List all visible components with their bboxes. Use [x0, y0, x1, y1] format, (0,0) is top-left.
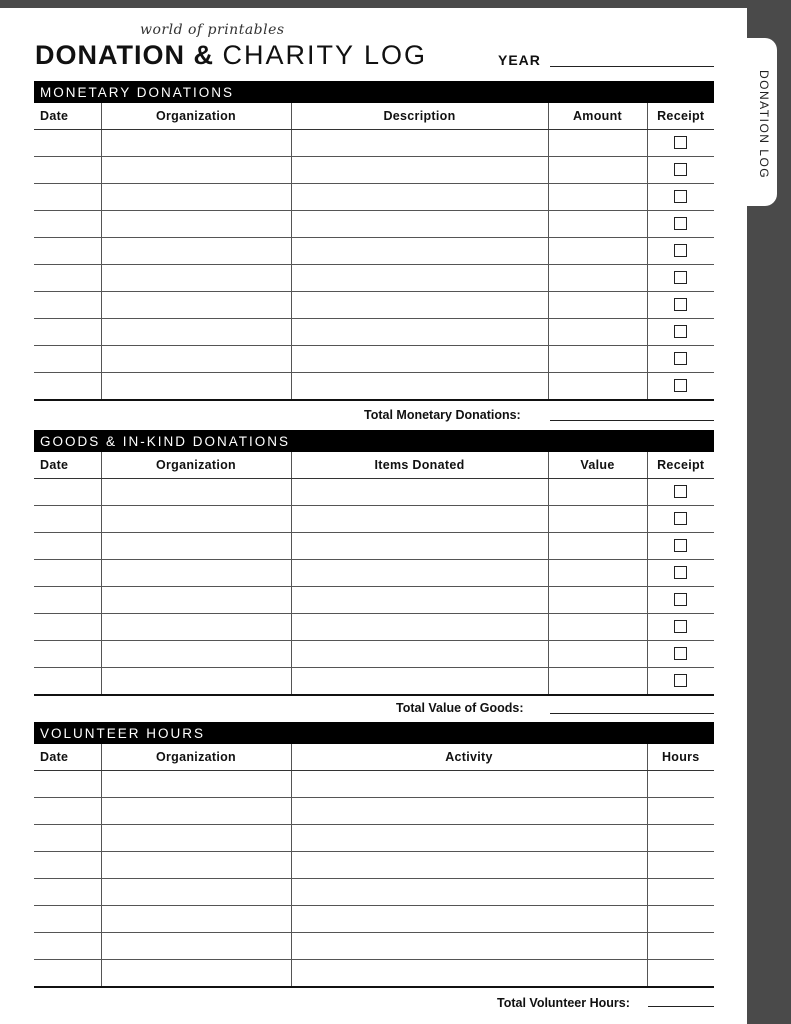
table-row: [34, 346, 714, 373]
table-cell[interactable]: [548, 373, 647, 401]
table-cell[interactable]: [34, 346, 101, 373]
table-cell[interactable]: [291, 560, 548, 587]
table-cell[interactable]: [101, 933, 291, 960]
table-cell[interactable]: [34, 479, 101, 506]
receipt-checkbox[interactable]: [674, 217, 687, 230]
column-header: Value: [548, 452, 647, 479]
table-cell[interactable]: [548, 238, 647, 265]
table-cell[interactable]: [291, 319, 548, 346]
table-row: [34, 184, 714, 211]
table-cell[interactable]: [548, 587, 647, 614]
table-cell[interactable]: [34, 906, 101, 933]
column-header: Date: [34, 744, 101, 771]
table-cell[interactable]: [34, 319, 101, 346]
table-row: [34, 292, 714, 319]
column-header: Items Donated: [291, 452, 548, 479]
receipt-checkbox[interactable]: [674, 190, 687, 203]
table-cell[interactable]: [647, 587, 714, 614]
table-cell[interactable]: [101, 479, 291, 506]
table-cell[interactable]: [291, 825, 647, 852]
table-cell[interactable]: [548, 157, 647, 184]
table-cell[interactable]: [291, 641, 548, 668]
table-cell[interactable]: [291, 798, 647, 825]
top-border: [0, 0, 791, 8]
column-header: Description: [291, 103, 548, 130]
table-cell[interactable]: [34, 265, 101, 292]
table-cell[interactable]: [34, 292, 101, 319]
table-cell[interactable]: [101, 668, 291, 696]
table-cell[interactable]: [101, 641, 291, 668]
table-cell[interactable]: [548, 319, 647, 346]
column-header: Organization: [101, 103, 291, 130]
table-cell[interactable]: [291, 879, 647, 906]
table-cell[interactable]: [647, 668, 714, 696]
table-row: [34, 319, 714, 346]
table-cell[interactable]: [101, 373, 291, 401]
receipt-checkbox[interactable]: [674, 485, 687, 498]
column-header: Organization: [101, 744, 291, 771]
column-header: Date: [34, 103, 101, 130]
table-cell[interactable]: [647, 614, 714, 641]
year-label: YEAR: [498, 52, 541, 68]
table-cell[interactable]: [291, 587, 548, 614]
table-row: [34, 533, 714, 560]
page-title: [35, 40, 427, 71]
table-cell[interactable]: [647, 560, 714, 587]
table-row: [34, 157, 714, 184]
table-row: [34, 506, 714, 533]
table-cell[interactable]: [34, 641, 101, 668]
receipt-checkbox[interactable]: [674, 163, 687, 176]
table-cell[interactable]: [647, 184, 714, 211]
receipt-checkbox[interactable]: [674, 512, 687, 525]
title-light: CHARITY LOG: [222, 40, 428, 70]
table-cell[interactable]: [101, 319, 291, 346]
table-row: [34, 771, 714, 798]
table-cell[interactable]: [647, 157, 714, 184]
table-cell[interactable]: [101, 211, 291, 238]
goods-header: GOODS & IN-KIND DONATIONS: [34, 430, 714, 452]
monetary-section: [34, 81, 714, 401]
table-row: [34, 641, 714, 668]
receipt-checkbox[interactable]: [674, 593, 687, 606]
table-cell[interactable]: [34, 533, 101, 560]
table-cell[interactable]: [34, 157, 101, 184]
monetary-total-field[interactable]: [550, 420, 714, 421]
table-cell[interactable]: [647, 238, 714, 265]
table-cell[interactable]: [548, 184, 647, 211]
table-cell[interactable]: [34, 960, 101, 988]
receipt-checkbox[interactable]: [674, 674, 687, 687]
table-cell[interactable]: [34, 879, 101, 906]
table-cell[interactable]: [548, 346, 647, 373]
monetary-total-label: Total Monetary Donations:: [364, 408, 521, 422]
table-cell[interactable]: [647, 933, 714, 960]
table-cell[interactable]: [548, 479, 647, 506]
table-cell[interactable]: [647, 211, 714, 238]
table-cell[interactable]: [647, 346, 714, 373]
table-cell[interactable]: [548, 668, 647, 696]
table-row: [34, 906, 714, 933]
table-cell[interactable]: [101, 238, 291, 265]
volunteer-total-field[interactable]: [648, 1006, 714, 1007]
table-cell[interactable]: [647, 852, 714, 879]
table-cell[interactable]: [291, 184, 548, 211]
table-row: [34, 933, 714, 960]
receipt-checkbox[interactable]: [674, 136, 687, 149]
table-cell[interactable]: [291, 771, 647, 798]
volunteer-section: [34, 722, 714, 988]
table-cell[interactable]: [548, 506, 647, 533]
table-cell[interactable]: [101, 825, 291, 852]
receipt-checkbox[interactable]: [674, 244, 687, 257]
table-cell[interactable]: [34, 211, 101, 238]
table-cell[interactable]: [647, 373, 714, 401]
table-cell[interactable]: [647, 292, 714, 319]
column-header: Hours: [647, 744, 714, 771]
table-cell[interactable]: [548, 292, 647, 319]
table-cell[interactable]: [34, 587, 101, 614]
table-cell[interactable]: [101, 130, 291, 157]
column-header: Receipt: [647, 103, 714, 130]
table-row: [34, 479, 714, 506]
title-bold: DONATION &: [35, 40, 214, 70]
monetary-table: [34, 103, 714, 401]
table-cell[interactable]: [34, 852, 101, 879]
table-cell[interactable]: [291, 960, 647, 988]
table-row: [34, 798, 714, 825]
table-cell[interactable]: [647, 798, 714, 825]
brand-script: world of printables: [140, 22, 285, 38]
table-row: [34, 560, 714, 587]
table-cell[interactable]: [34, 238, 101, 265]
volunteer-total-label: Total Volunteer Hours:: [497, 996, 630, 1010]
table-cell[interactable]: [291, 238, 548, 265]
table-cell[interactable]: [101, 506, 291, 533]
monetary-header: MONETARY DONATIONS: [34, 81, 714, 103]
table-cell[interactable]: [647, 479, 714, 506]
table-cell[interactable]: [291, 265, 548, 292]
table-cell[interactable]: [291, 614, 548, 641]
table-cell[interactable]: [101, 771, 291, 798]
table-cell[interactable]: [647, 906, 714, 933]
table-cell[interactable]: [34, 798, 101, 825]
table-cell[interactable]: [291, 292, 548, 319]
table-cell[interactable]: [291, 533, 548, 560]
table-cell[interactable]: [548, 641, 647, 668]
table-cell[interactable]: [34, 614, 101, 641]
table-cell[interactable]: [101, 346, 291, 373]
table-cell[interactable]: [101, 292, 291, 319]
volunteer-table: [34, 744, 714, 988]
table-cell[interactable]: [101, 906, 291, 933]
table-cell[interactable]: [548, 211, 647, 238]
table-cell[interactable]: [291, 933, 647, 960]
receipt-checkbox[interactable]: [674, 539, 687, 552]
receipt-checkbox[interactable]: [674, 620, 687, 633]
table-cell[interactable]: [291, 346, 548, 373]
table-cell[interactable]: [291, 130, 548, 157]
table-cell[interactable]: [34, 373, 101, 401]
table-cell[interactable]: [291, 157, 548, 184]
table-row: [34, 852, 714, 879]
table-row: [34, 825, 714, 852]
receipt-checkbox[interactable]: [674, 352, 687, 365]
table-cell[interactable]: [34, 933, 101, 960]
table-row: [34, 265, 714, 292]
table-cell[interactable]: [101, 587, 291, 614]
table-cell[interactable]: [647, 265, 714, 292]
table-cell[interactable]: [548, 130, 647, 157]
table-cell[interactable]: [647, 319, 714, 346]
column-header: Amount: [548, 103, 647, 130]
column-header: Date: [34, 452, 101, 479]
goods-table: [34, 452, 714, 696]
table-cell[interactable]: [34, 184, 101, 211]
volunteer-header: VOLUNTEER HOURS: [34, 722, 714, 744]
table-cell[interactable]: [548, 533, 647, 560]
table-row: [34, 130, 714, 157]
year-field[interactable]: [550, 66, 714, 67]
table-cell[interactable]: [647, 533, 714, 560]
table-cell[interactable]: [548, 265, 647, 292]
table-cell[interactable]: [548, 614, 647, 641]
table-row: [34, 879, 714, 906]
table-cell[interactable]: [34, 771, 101, 798]
receipt-checkbox[interactable]: [674, 271, 687, 284]
goods-total-field[interactable]: [550, 713, 714, 714]
table-cell[interactable]: [647, 506, 714, 533]
table-row: [34, 211, 714, 238]
receipt-checkbox[interactable]: [674, 379, 687, 392]
receipt-checkbox[interactable]: [674, 647, 687, 660]
table-cell[interactable]: [101, 533, 291, 560]
goods-total-label: Total Value of Goods:: [396, 701, 524, 715]
table-cell[interactable]: [34, 825, 101, 852]
table-row: [34, 238, 714, 265]
table-cell[interactable]: [34, 130, 101, 157]
table-row: [34, 373, 714, 401]
table-cell[interactable]: [101, 614, 291, 641]
table-row: [34, 668, 714, 696]
table-cell[interactable]: [647, 641, 714, 668]
table-cell[interactable]: [647, 825, 714, 852]
table-cell[interactable]: [101, 798, 291, 825]
column-header: Activity: [291, 744, 647, 771]
table-cell[interactable]: [291, 668, 548, 696]
column-header: Organization: [101, 452, 291, 479]
table-row: [34, 960, 714, 988]
goods-section: [34, 430, 714, 696]
receipt-checkbox[interactable]: [674, 566, 687, 579]
receipt-checkbox[interactable]: [674, 298, 687, 311]
table-cell[interactable]: [647, 879, 714, 906]
table-cell[interactable]: [101, 879, 291, 906]
table-cell[interactable]: [291, 506, 548, 533]
side-tab-label: DONATION LOG: [757, 70, 771, 180]
table-cell[interactable]: [101, 157, 291, 184]
table-row: [34, 614, 714, 641]
table-cell[interactable]: [548, 560, 647, 587]
table-cell[interactable]: [34, 506, 101, 533]
table-cell[interactable]: [291, 906, 647, 933]
column-header: Receipt: [647, 452, 714, 479]
receipt-checkbox[interactable]: [674, 325, 687, 338]
table-cell[interactable]: [101, 265, 291, 292]
table-cell[interactable]: [101, 184, 291, 211]
table-cell[interactable]: [647, 960, 714, 988]
table-cell[interactable]: [647, 771, 714, 798]
table-cell[interactable]: [101, 852, 291, 879]
table-cell[interactable]: [34, 560, 101, 587]
table-cell[interactable]: [647, 130, 714, 157]
table-cell[interactable]: [101, 560, 291, 587]
table-row: [34, 587, 714, 614]
table-cell[interactable]: [34, 668, 101, 696]
table-cell[interactable]: [291, 373, 548, 401]
table-cell[interactable]: [101, 960, 291, 988]
table-cell[interactable]: [291, 479, 548, 506]
table-cell[interactable]: [291, 211, 548, 238]
table-cell[interactable]: [291, 852, 647, 879]
